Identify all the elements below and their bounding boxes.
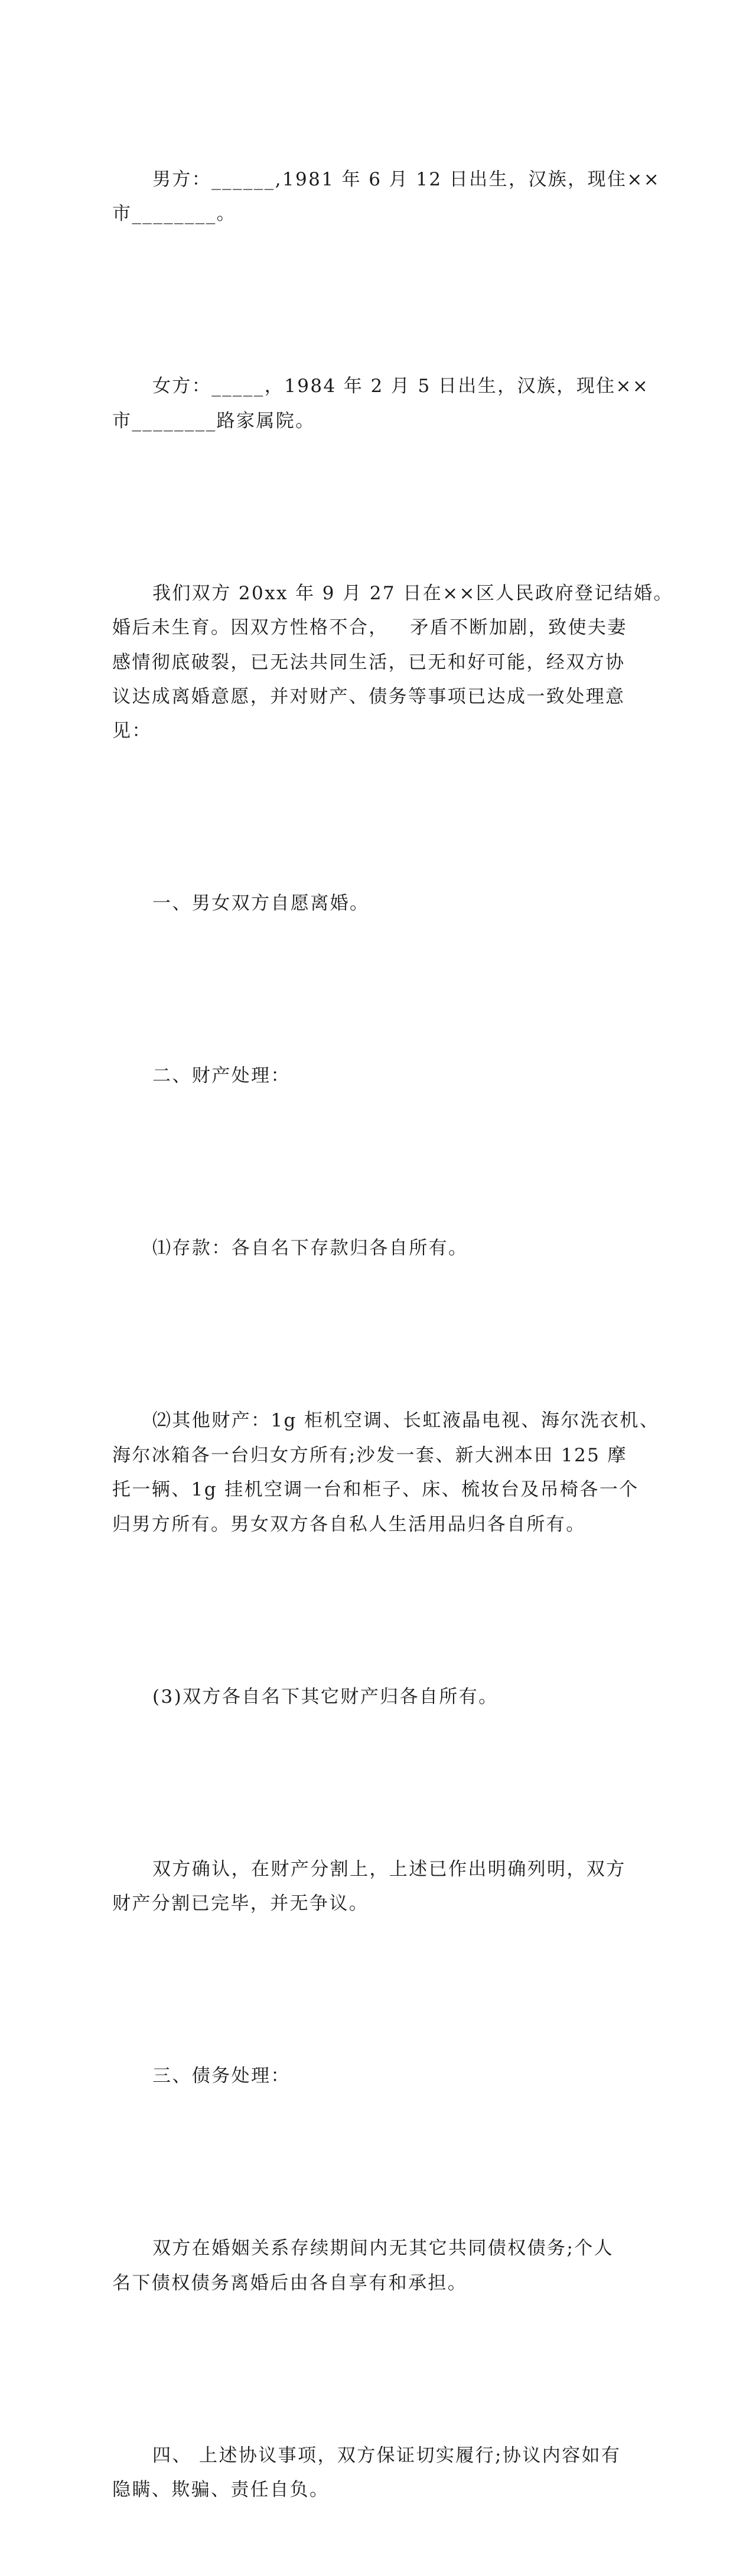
clause-two-item-3	[112, 1611, 620, 1783]
text-line: 我们双方 20xx 年 9 月 27 日在××区人民政府登记结婚。	[152, 582, 673, 604]
paragraph-male-party	[112, 93, 661, 300]
text-line: 海尔冰箱各一台归女方所有;沙发一套、新大洲本田 125 摩	[112, 1444, 627, 1466]
clause-four	[112, 2369, 620, 2576]
clause-two-heading	[112, 990, 620, 1163]
clause-two-item-1	[112, 1163, 620, 1335]
text-line: 三、债务处理：	[152, 2065, 291, 2087]
text-line: 归男方所有。男女双方各自私人生活用品归各自所有。	[112, 1513, 586, 1535]
text-line: 一、男女双方自愿离婚。	[152, 893, 370, 915]
text-line: 二、财产处理：	[152, 1065, 291, 1087]
text-line: 四、 上述协议事项，双方保证切实履行;协议内容如有	[152, 2444, 621, 2466]
text-line: 财产分割已完毕，并无争议。	[112, 1893, 369, 1915]
text-line: 婚后未生育。因双方性格不合， 矛盾不断加剧，致使夫妻	[112, 617, 627, 639]
text-line: 名下债权债务离婚后由各自享有和承担。	[112, 2272, 468, 2294]
clause-two-item-2	[112, 1335, 660, 1611]
text-line: 市________。	[112, 203, 236, 225]
text-line: 市________路家属院。	[112, 410, 315, 432]
text-line: ⑵其他财产：1g 柜机空调、长虹液晶电视、海尔洗衣机、	[152, 1410, 660, 1432]
paragraph-marriage-background	[112, 507, 673, 818]
text-line: 双方确认，在财产分割上，上述已作出明确列明，双方	[152, 1858, 626, 1880]
property-confirmation	[112, 1783, 626, 1990]
debt-statement	[112, 2162, 620, 2369]
text-line: 双方在婚姻关系存续期间内无其它共同债权债务;个人	[152, 2238, 614, 2260]
text-line: 见：	[112, 720, 152, 742]
text-line: 感情彻底破裂，已无法共同生活，已无和好可能，经双方协	[112, 651, 626, 673]
clause-three-heading	[112, 1990, 620, 2162]
text-line: 托一辆、1g 挂机空调一台和柜子、床、梳妆台及吊椅各一个	[112, 1479, 639, 1501]
paragraph-female-party	[112, 300, 650, 507]
text-line: (3)双方各自名下其它财产归各自所有。	[152, 1686, 499, 1707]
text-line: 议达成离婚意愿，并对财产、债务等事项已达成一致处理意	[112, 685, 626, 707]
document-body	[112, 93, 673, 2576]
text-line: ⑴存款：各自名下存款归各自所有。	[152, 1238, 468, 1259]
text-line: 隐瞒、欺骗、责任自负。	[112, 2479, 330, 2501]
text-line: 女方：_____，1984 年 2 月 5 日出生，汉族，现住××	[152, 376, 650, 397]
clause-one	[112, 818, 620, 990]
text-line: 男方：______,1981 年 6 月 12 日出生，汉族，现住××	[152, 168, 661, 190]
